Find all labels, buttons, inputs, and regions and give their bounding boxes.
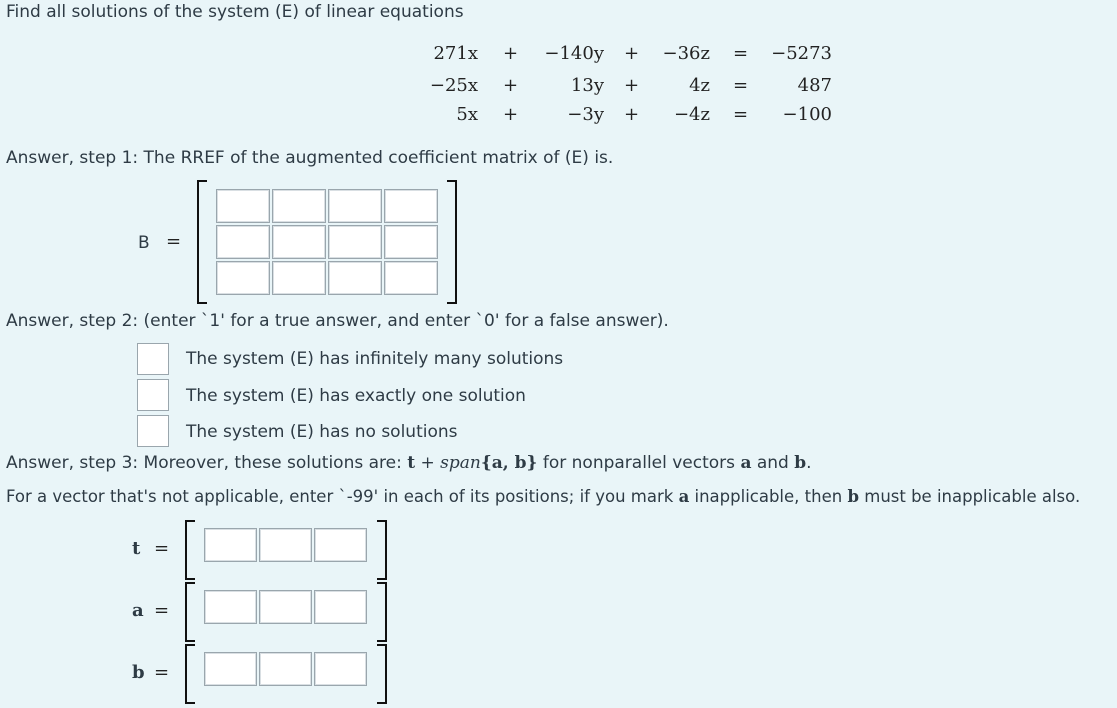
eq2-plus: + xyxy=(503,75,519,96)
matrix-b-equals: = xyxy=(166,231,182,252)
vector-a-cell-2[interactable] xyxy=(259,590,312,624)
vector-a-left-bracket xyxy=(185,582,195,642)
eq2-rhs: 487 xyxy=(797,75,832,96)
note-end: must be inapplicable also. xyxy=(859,487,1081,506)
vector-b-left-bracket xyxy=(185,644,195,704)
step3-t: t xyxy=(407,453,416,473)
vector-t-left-bracket xyxy=(185,520,195,580)
vector-t-cell-2[interactable] xyxy=(259,528,312,562)
matrix-cell-r3-c1[interactable] xyxy=(216,261,270,295)
step3-span: span xyxy=(440,453,481,473)
step3-label xyxy=(6,453,812,473)
vector-a-cell-3[interactable] xyxy=(314,590,367,624)
matrix-cell-r2-c4[interactable] xyxy=(384,225,438,259)
option-none-label: The system (E) has no solutions xyxy=(186,422,458,442)
eq2-x-term: −25x xyxy=(429,75,478,96)
eq1-plus: + xyxy=(624,43,640,64)
eq2-equals: = xyxy=(733,75,749,96)
matrix-cell-r3-c4[interactable] xyxy=(384,261,438,295)
eq3-y-term: −3y xyxy=(567,104,604,125)
matrix-left-bracket xyxy=(197,180,207,304)
eq2-z-term: 4z xyxy=(689,75,710,96)
vector-b-cell-2[interactable] xyxy=(259,652,312,686)
vector-t-cell-3[interactable] xyxy=(314,528,367,562)
note-prefix: For a vector that's not applicable, enter `-99' in each of its positions; if you mark xyxy=(6,487,679,506)
eq3-equals: = xyxy=(733,104,749,125)
matrix-cell-r2-c1[interactable] xyxy=(216,225,270,259)
step3-end: . xyxy=(806,453,812,473)
note-a: a xyxy=(678,487,690,506)
vector-a-right-bracket xyxy=(377,582,387,642)
option-infinite-label: The system (E) has infinitely many solutions xyxy=(186,349,564,369)
step3-plus: + xyxy=(415,453,441,473)
answer-box-none[interactable] xyxy=(137,415,169,447)
step3-b: b xyxy=(794,453,807,473)
vector-t-name: t xyxy=(132,538,141,559)
vector-t-cell-1[interactable] xyxy=(204,528,257,562)
vector-t-equals: = xyxy=(154,538,170,559)
vector-b-cell-3[interactable] xyxy=(314,652,367,686)
vector-b-right-bracket xyxy=(377,644,387,704)
question-intro: Find all solutions of the system (E) of linear equations xyxy=(6,2,464,22)
step3-set: {a, b} xyxy=(480,453,538,473)
note-mid: inapplicable, then xyxy=(689,487,848,506)
matrix-cell-r1-c1[interactable] xyxy=(216,189,270,223)
step3-and: and xyxy=(751,453,795,473)
eq1-y-term: −140y xyxy=(544,43,604,64)
vector-b-name: b xyxy=(132,662,145,683)
step3-prefix: Answer, step 3: Moreover, these solutions are: xyxy=(6,453,408,473)
eq2-plus: + xyxy=(624,75,640,96)
matrix-cell-r1-c2[interactable] xyxy=(272,189,326,223)
vector-a-cell-1[interactable] xyxy=(204,590,257,624)
eq1-z-term: −36z xyxy=(662,43,710,64)
matrix-cell-r2-c2[interactable] xyxy=(272,225,326,259)
answer-box-unique[interactable] xyxy=(137,379,169,411)
step3-note xyxy=(6,487,1080,506)
matrix-cell-r1-c4[interactable] xyxy=(384,189,438,223)
option-unique-label: The system (E) has exactly one solution xyxy=(186,386,526,406)
eq3-plus: + xyxy=(503,104,519,125)
eq3-rhs: −100 xyxy=(782,104,832,125)
matrix-cell-r3-c2[interactable] xyxy=(272,261,326,295)
answer-box-infinite[interactable] xyxy=(137,343,169,375)
eq1-equals: = xyxy=(733,43,749,64)
vector-b-cell-1[interactable] xyxy=(204,652,257,686)
eq1-rhs: −5273 xyxy=(771,43,832,64)
vector-a-equals: = xyxy=(154,600,170,621)
eq3-x-term: 5x xyxy=(456,104,478,125)
note-b: b xyxy=(847,487,859,506)
vector-b-equals: = xyxy=(154,662,170,683)
step3-suffix: for nonparallel vectors xyxy=(537,453,741,473)
matrix-cell-r3-c3[interactable] xyxy=(328,261,382,295)
eq1-x-term: 271x xyxy=(433,43,478,64)
eq3-z-term: −4z xyxy=(673,104,710,125)
step1-label: Answer, step 1: The RREF of the augmented coefficient matrix of (E) is. xyxy=(6,148,614,168)
eq3-plus: + xyxy=(624,104,640,125)
step3-a: a xyxy=(740,453,752,473)
matrix-right-bracket xyxy=(447,180,457,304)
matrix-cell-r1-c3[interactable] xyxy=(328,189,382,223)
matrix-cell-r2-c3[interactable] xyxy=(328,225,382,259)
vector-a-name: a xyxy=(132,600,144,621)
eq1-plus: + xyxy=(503,43,519,64)
matrix-b-name: B xyxy=(138,233,150,253)
vector-t-right-bracket xyxy=(377,520,387,580)
eq2-y-term: 13y xyxy=(570,75,604,96)
step2-label: Answer, step 2: (enter `1' for a true answer, and enter `0' for a false answer). xyxy=(6,311,669,331)
